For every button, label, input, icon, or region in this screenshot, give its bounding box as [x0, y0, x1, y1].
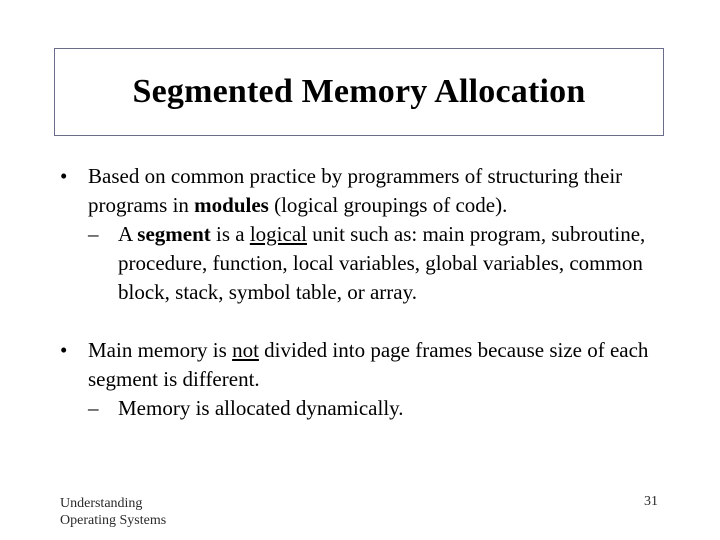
footer-line-1: Understanding: [60, 496, 143, 511]
bullet-marker: •: [60, 164, 68, 188]
sub-bullet-1: [88, 220, 680, 307]
bullet-1-text-b: (logical groupings of code).: [268, 193, 508, 217]
footer-line-2: Operating Systems: [60, 513, 167, 528]
sub-bullet-1-underline: logical: [249, 222, 307, 246]
sub-bullet-1-text-b: is a: [210, 222, 250, 246]
bullet-1-bold: modules: [194, 193, 269, 217]
bullet-1-text-a: Based on common practice by programmers of structuring their programs in: [88, 164, 623, 217]
page-number: 31: [644, 494, 658, 509]
sub-bullet-2-text: Memory is allocated dynamically.: [118, 396, 404, 420]
bullet-2-text-a: Main memory is: [88, 338, 233, 362]
sub-bullet-1-text-a: A: [118, 222, 138, 246]
bullet-2-text-b: divided into page frames because size of each segment is different.: [88, 338, 649, 391]
bullet-1: [60, 162, 680, 307]
bullet-2-underline: not: [232, 338, 259, 362]
sub-bullet-2: [88, 394, 680, 423]
spacer: [60, 307, 680, 336]
sub-bullet-1-text-c: unit such as: main program, subroutine, procedure, function, local variables, global variables, common block, stack, symbol table, or array.: [118, 222, 646, 304]
sub-bullet-1-bold: segment: [137, 222, 211, 246]
bullet-2: [60, 336, 680, 423]
bullet-marker: •: [60, 338, 68, 362]
dash-marker: –: [88, 222, 99, 246]
title-box: [54, 48, 664, 136]
footer-course-title: [60, 495, 166, 529]
dash-marker: –: [88, 396, 99, 420]
slide-title: Segmented Memory Allocation: [132, 73, 586, 110]
slide-content: [60, 162, 680, 423]
